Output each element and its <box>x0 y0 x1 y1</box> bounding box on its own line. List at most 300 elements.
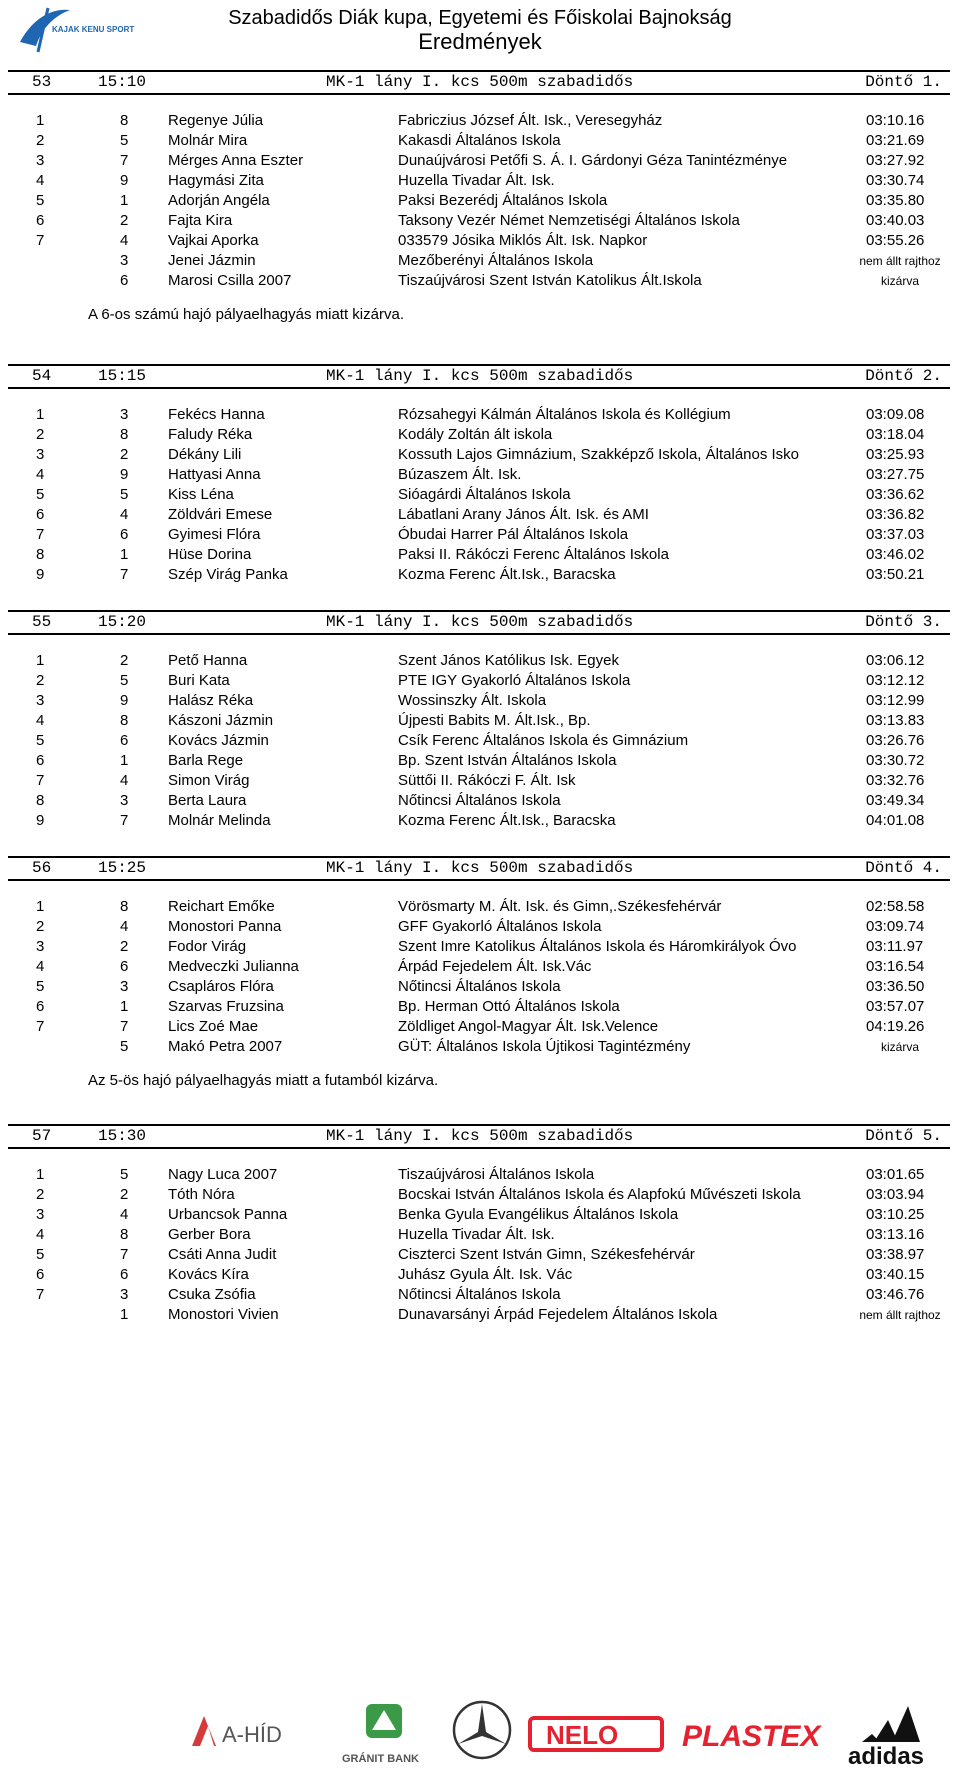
status-row <box>0 1305 960 1325</box>
place-cell: 7 <box>36 1018 45 1035</box>
race-number: 55 <box>32 613 52 631</box>
place-cell: 4 <box>36 712 45 729</box>
athlete-name-cell: Kovács Kíra <box>168 1266 249 1283</box>
club-cell: Bp. Herman Ottó Általános Iskola <box>398 998 620 1015</box>
time-cell: 03:10.25 <box>866 1206 925 1223</box>
club-cell: Kozma Ferenc Ált.Isk., Baracska <box>398 566 616 583</box>
club-cell: Taksony Vezér Német Nemzetiségi Általános Iskola <box>398 212 740 229</box>
athlete-name-cell: Gerber Bora <box>168 1226 251 1243</box>
place-cell: 6 <box>36 506 45 523</box>
lane-cell: 3 <box>120 1286 129 1303</box>
lane-cell: 5 <box>120 672 129 689</box>
time-cell: 03:35.80 <box>866 192 925 209</box>
athlete-name-cell: Csapláros Flóra <box>168 978 274 995</box>
time-cell: 03:12.12 <box>866 672 925 689</box>
lane-cell: 4 <box>120 1206 129 1223</box>
athlete-name-cell: Lics Zoé Mae <box>168 1018 259 1035</box>
status-row <box>0 251 960 271</box>
race-title: MK-1 lány I. kcs 500m szabadidős <box>326 1127 634 1145</box>
athlete-name-cell: Fekécs Hanna <box>168 406 265 423</box>
result-row <box>0 525 960 545</box>
time-cell: 03:10.16 <box>866 112 925 129</box>
club-cell: Nőtincsi Általános Iskola <box>398 792 561 809</box>
plastex-text: PLASTEX <box>682 1720 821 1753</box>
club-cell: Bp. Szent István Általános Iskola <box>398 752 617 769</box>
a-hid-text: A-HÍD <box>222 1722 282 1747</box>
result-row <box>0 671 960 691</box>
club-cell: Búzaszem Ált. Isk. <box>398 466 522 483</box>
athlete-name-cell: Jenei Jázmin <box>168 252 256 269</box>
result-row <box>0 1017 960 1037</box>
race-time: 15:30 <box>98 1127 147 1145</box>
race-section <box>0 856 960 1091</box>
results-table <box>0 111 960 291</box>
club-cell: Dunaújvárosi Petőfi S. Á. I. Gárdonyi Géza Tanintézménye <box>398 152 788 169</box>
result-row <box>0 691 960 711</box>
result-row <box>0 791 960 811</box>
time-cell: 03:57.07 <box>866 998 925 1015</box>
lane-cell: 4 <box>120 232 129 249</box>
race-note: A 6-os számú hajó pályaelhagyás miatt kizárva. <box>88 306 404 323</box>
lane-cell: 4 <box>120 772 129 789</box>
club-cell: Paksi Bezerédj Általános Iskola <box>398 192 608 209</box>
athlete-name-cell: Adorján Angéla <box>168 192 270 209</box>
result-row <box>0 1265 960 1285</box>
place-cell: 6 <box>36 998 45 1015</box>
time-cell: 03:06.12 <box>866 652 925 669</box>
place-cell: 1 <box>36 652 45 669</box>
place-cell: 5 <box>36 978 45 995</box>
time-cell: 03:30.74 <box>866 172 925 189</box>
athlete-name-cell: Kiss Léna <box>168 486 234 503</box>
athlete-name-cell: Hüse Dorina <box>168 546 252 563</box>
result-row <box>0 171 960 191</box>
lane-cell: 7 <box>120 1246 129 1263</box>
club-cell: Rózsahegyi Kálmán Általános Iskola és Kollégium <box>398 406 731 423</box>
lane-cell: 2 <box>120 1186 129 1203</box>
club-cell: Lábatlani Arany János Ált. Isk. és AMI <box>398 506 649 523</box>
time-cell: 03:13.83 <box>866 712 925 729</box>
place-cell: 7 <box>36 526 45 543</box>
athlete-name-cell: Reichart Emőke <box>168 898 275 915</box>
time-cell: 03:21.69 <box>866 132 925 149</box>
athlete-name-cell: Kovács Jázmin <box>168 732 269 749</box>
lane-cell: 5 <box>120 132 129 149</box>
sponsor-logos <box>0 1690 960 1770</box>
lane-cell: 2 <box>120 938 129 955</box>
result-row <box>0 731 960 751</box>
lane-cell: 4 <box>120 506 129 523</box>
athlete-name-cell: Fodor Virág <box>168 938 247 955</box>
race-number: 56 <box>32 859 52 877</box>
time-cell: 03:50.21 <box>866 566 925 583</box>
place-cell: 6 <box>36 1266 45 1283</box>
athlete-name-cell: Nagy Luca 2007 <box>168 1166 278 1183</box>
place-cell: 4 <box>36 172 45 189</box>
athlete-name-cell: Berta Laura <box>168 792 247 809</box>
race-title: MK-1 lány I. kcs 500m szabadidős <box>326 367 634 385</box>
race-stage: Döntő 2. <box>865 367 942 385</box>
lane-cell: 6 <box>120 732 129 749</box>
lane-cell: 7 <box>120 1018 129 1035</box>
lane-cell: 8 <box>120 112 129 129</box>
athlete-name-cell: Mérges Anna Eszter <box>168 152 304 169</box>
lane-cell: 9 <box>120 466 129 483</box>
athlete-name-cell: Szarvas Fruzsina <box>168 998 284 1015</box>
club-cell: Sióagárdi Általános Iskola <box>398 486 571 503</box>
lane-cell: 2 <box>120 212 129 229</box>
result-row <box>0 1185 960 1205</box>
result-row <box>0 771 960 791</box>
result-row <box>0 811 960 831</box>
lane-cell: 1 <box>120 998 129 1015</box>
time-cell: 03:26.76 <box>866 732 925 749</box>
race-section <box>0 610 960 831</box>
place-cell: 3 <box>36 692 45 709</box>
club-cell: Szent János Katólikus Isk. Egyek <box>398 652 619 669</box>
lane-cell: 8 <box>120 1226 129 1243</box>
lane-cell: 8 <box>120 712 129 729</box>
result-row <box>0 977 960 997</box>
result-row <box>0 545 960 565</box>
race-stage: Döntő 4. <box>865 859 942 877</box>
result-row <box>0 211 960 231</box>
time-cell: 03:12.99 <box>866 692 925 709</box>
race-section <box>0 1124 960 1325</box>
athlete-name-cell: Csuka Zsófia <box>168 1286 256 1303</box>
result-row <box>0 151 960 171</box>
result-row <box>0 405 960 425</box>
time-cell: 03:40.03 <box>866 212 925 229</box>
status-cell: kizárva <box>880 274 919 288</box>
time-cell: 03:25.93 <box>866 446 925 463</box>
result-row <box>0 131 960 151</box>
status-cell: nem állt rajthoz <box>859 1308 941 1322</box>
club-cell: Mezőberényi Általános Iskola <box>398 252 594 269</box>
time-cell: 03:18.04 <box>866 426 925 443</box>
place-cell: 2 <box>36 672 45 689</box>
race-header <box>8 610 950 635</box>
race-stage: Döntő 1. <box>865 73 942 91</box>
athlete-name-cell: Medveczki Julianna <box>168 958 299 975</box>
race-stage: Döntő 3. <box>865 613 942 631</box>
club-cell: Nőtincsi Általános Iskola <box>398 978 561 995</box>
place-cell: 6 <box>36 752 45 769</box>
lane-cell: 5 <box>120 1166 129 1183</box>
athlete-name-cell: Zöldvári Emese <box>168 506 273 523</box>
race-title: MK-1 lány I. kcs 500m szabadidős <box>326 73 634 91</box>
lane-cell: 6 <box>120 526 129 543</box>
athlete-name-cell: Kászoni Jázmin <box>168 712 274 729</box>
place-cell: 9 <box>36 812 45 829</box>
status-cell: kizárva <box>880 1040 919 1054</box>
race-title: MK-1 lány I. kcs 500m szabadidős <box>326 613 634 631</box>
result-row <box>0 465 960 485</box>
place-cell: 2 <box>36 132 45 149</box>
adidas-logo <box>848 1706 924 1770</box>
place-cell: 5 <box>36 192 45 209</box>
status-cell: nem állt rajthoz <box>859 254 941 268</box>
time-cell: 03:46.02 <box>866 546 925 563</box>
lane-cell: 5 <box>120 1038 129 1055</box>
adidas-text: adidas <box>848 1743 925 1770</box>
time-cell: 03:09.74 <box>866 918 925 935</box>
time-cell: 03:36.50 <box>866 978 925 995</box>
place-cell: 9 <box>36 566 45 583</box>
lane-cell: 1 <box>120 192 129 209</box>
lane-cell: 1 <box>120 1306 129 1323</box>
mercedes-logo <box>454 1702 510 1758</box>
athlete-name-cell: Pető Hanna <box>168 652 248 669</box>
club-cell: Bocskai István Általános Iskola és Alapfokú Művészeti Iskola <box>398 1186 801 1203</box>
club-cell: GÜT: Általános Iskola Újtikosi Tagintézmény <box>398 1038 691 1055</box>
place-cell: 7 <box>36 232 45 249</box>
club-cell: Nőtincsi Általános Iskola <box>398 1286 561 1303</box>
result-row <box>0 917 960 937</box>
race-title: MK-1 lány I. kcs 500m szabadidős <box>326 859 634 877</box>
time-cell: 04:01.08 <box>866 812 925 829</box>
athlete-name-cell: Faludy Réka <box>168 426 253 443</box>
lane-cell: 3 <box>120 406 129 423</box>
club-cell: Vörösmarty M. Ált. Isk. és Gimn,.Székesfehérvár <box>398 898 722 915</box>
athlete-name-cell: Fajta Kira <box>168 212 233 229</box>
result-row <box>0 505 960 525</box>
place-cell: 7 <box>36 772 45 789</box>
lane-cell: 6 <box>120 958 129 975</box>
result-row <box>0 997 960 1017</box>
time-cell: 03:11.97 <box>866 938 924 955</box>
lane-cell: 8 <box>120 426 129 443</box>
club-cell: Tiszaújvárosi Szent István Katolikus Ált.Iskola <box>398 272 702 289</box>
athlete-name-cell: Molnár Mira <box>168 132 248 149</box>
lane-cell: 2 <box>120 652 129 669</box>
nelo-logo <box>530 1718 662 1750</box>
time-cell: 03:49.34 <box>866 792 925 809</box>
club-cell: Árpád Fejedelem Ált. Isk.Vác <box>398 958 592 975</box>
lane-cell: 3 <box>120 978 129 995</box>
race-header <box>8 70 950 95</box>
document-subtitle: Eredmények <box>418 29 542 54</box>
club-cell: Dunavarsányi Árpád Fejedelem Általános Iskola <box>398 1306 718 1323</box>
place-cell: 3 <box>36 1206 45 1223</box>
race-section <box>0 364 960 585</box>
results-table <box>0 651 960 831</box>
place-cell: 1 <box>36 112 45 129</box>
result-row <box>0 111 960 131</box>
athlete-name-cell: Dékány Lili <box>168 446 242 463</box>
result-row <box>0 751 960 771</box>
result-row <box>0 1225 960 1245</box>
place-cell: 3 <box>36 938 45 955</box>
plastex-logo <box>682 1720 822 1753</box>
athlete-name-cell: Csáti Anna Judit <box>168 1246 277 1263</box>
race-time: 15:10 <box>98 73 147 91</box>
status-row <box>0 271 960 291</box>
place-cell: 5 <box>36 486 45 503</box>
place-cell: 1 <box>36 898 45 915</box>
club-cell: PTE IGY Gyakorló Általános Iskola <box>398 672 631 689</box>
lane-cell: 7 <box>120 566 129 583</box>
club-cell: Óbudai Harrer Pál Általános Iskola <box>398 526 629 543</box>
athlete-name-cell: Vajkai Aporka <box>168 232 259 249</box>
result-row <box>0 565 960 585</box>
athlete-name-cell: Monostori Vivien <box>168 1306 279 1323</box>
lane-cell: 9 <box>120 692 129 709</box>
place-cell: 8 <box>36 792 45 809</box>
lane-cell: 4 <box>120 918 129 935</box>
race-header <box>8 1124 950 1149</box>
athlete-name-cell: Hattyasi Anna <box>168 466 261 483</box>
race-time: 15:20 <box>98 613 147 631</box>
time-cell: 03:38.97 <box>866 1246 925 1263</box>
race-time: 15:15 <box>98 367 147 385</box>
athlete-name-cell: Barla Rege <box>168 752 244 769</box>
club-cell: Huzella Tivadar Ált. Isk. <box>398 172 555 189</box>
athlete-name-cell: Hagymási Zita <box>168 172 264 189</box>
time-cell: 02:58.58 <box>866 898 925 915</box>
athlete-name-cell: Molnár Melinda <box>168 812 271 829</box>
club-cell: Zöldliget Angol-Magyar Ált. Isk.Velence <box>398 1018 659 1035</box>
time-cell: 03:36.62 <box>866 486 925 503</box>
results-table <box>0 897 960 1057</box>
place-cell: 8 <box>36 546 45 563</box>
document-title: Szabadidős Diák kupa, Egyetemi és Főiskolai Bajnokság <box>228 7 732 29</box>
club-cell: 033579 Jósika Miklós Ált. Isk. Napkor <box>398 232 648 249</box>
club-cell: Ciszterci Szent István Gimn, Székesfehérvár <box>398 1246 695 1263</box>
race-header <box>8 364 950 389</box>
nelo-text: NELO <box>546 1720 619 1750</box>
club-cell: Benka Gyula Evangélikus Általános Iskola <box>398 1206 679 1223</box>
result-row <box>0 1205 960 1225</box>
granit-bank-text: GRÁNIT BANK <box>342 1753 419 1765</box>
result-row <box>0 1285 960 1305</box>
time-cell: 03:55.26 <box>866 232 925 249</box>
lane-cell: 9 <box>120 172 129 189</box>
time-cell: 03:40.15 <box>866 1266 925 1283</box>
result-row <box>0 651 960 671</box>
club-cell: Fabriczius József Ált. Isk., Veresegyház <box>398 112 663 129</box>
athlete-name-cell: Gyimesi Flóra <box>168 526 261 543</box>
athlete-name-cell: Monostori Panna <box>168 918 282 935</box>
athlete-name-cell: Simon Virág <box>168 772 250 789</box>
time-cell: 03:27.92 <box>866 152 925 169</box>
race-number: 53 <box>32 73 52 91</box>
status-row <box>0 1037 960 1057</box>
time-cell: 03:13.16 <box>866 1226 925 1243</box>
result-row <box>0 445 960 465</box>
time-cell: 04:19.26 <box>866 1018 925 1035</box>
lane-cell: 6 <box>120 272 129 289</box>
a-hid-logo <box>192 1716 282 1747</box>
athlete-name-cell: Szép Virág Panka <box>168 566 288 583</box>
results-table <box>0 1165 960 1325</box>
lane-cell: 7 <box>120 812 129 829</box>
place-cell: 3 <box>36 152 45 169</box>
club-cell: Wossinszky Ált. Iskola <box>398 692 547 709</box>
result-row <box>0 1165 960 1185</box>
race-stage: Döntő 5. <box>865 1127 942 1145</box>
club-cell: Kodály Zoltán ált iskola <box>398 426 553 443</box>
race-note: Az 5-ös hajó pályaelhagyás miatt a futamból kizárva. <box>88 1072 439 1089</box>
time-cell: 03:16.54 <box>866 958 925 975</box>
result-row <box>0 711 960 731</box>
result-row <box>0 191 960 211</box>
lane-cell: 3 <box>120 792 129 809</box>
place-cell: 4 <box>36 958 45 975</box>
race-number: 54 <box>32 367 52 385</box>
lane-cell: 1 <box>120 752 129 769</box>
place-cell: 4 <box>36 1226 45 1243</box>
place-cell: 2 <box>36 918 45 935</box>
time-cell: 03:03.94 <box>866 1186 925 1203</box>
athlete-name-cell: Marosi Csilla 2007 <box>168 272 292 289</box>
place-cell: 1 <box>36 1166 45 1183</box>
place-cell: 7 <box>36 1286 45 1303</box>
athlete-name-cell: Halász Réka <box>168 692 254 709</box>
place-cell: 5 <box>36 732 45 749</box>
result-row <box>0 1245 960 1265</box>
club-cell: GFF Gyakorló Általános Iskola <box>398 918 602 935</box>
club-cell: Újpesti Babits M. Ált.Isk., Bp. <box>398 712 591 729</box>
place-cell: 5 <box>36 1246 45 1263</box>
club-cell: Kossuth Lajos Gimnázium, Szakképző Iskola, Általános Isko <box>398 446 800 463</box>
club-cell: Juhász Gyula Ált. Isk. Vác <box>398 1266 573 1283</box>
result-row <box>0 485 960 505</box>
result-row <box>0 937 960 957</box>
athlete-name-cell: Tóth Nóra <box>168 1186 235 1203</box>
club-cell: Szent Imre Katolikus Általános Iskola és Háromkirályok Óvo <box>398 938 797 955</box>
lane-cell: 6 <box>120 1266 129 1283</box>
time-cell: 03:46.76 <box>866 1286 925 1303</box>
place-cell: 3 <box>36 446 45 463</box>
club-cell: Huzella Tivadar Ált. Isk. <box>398 1226 555 1243</box>
granit-bank-logo <box>342 1704 419 1765</box>
place-cell: 2 <box>36 426 45 443</box>
place-cell: 2 <box>36 1186 45 1203</box>
lane-cell: 2 <box>120 446 129 463</box>
race-header <box>8 856 950 881</box>
club-cell: Kozma Ferenc Ált.Isk., Baracska <box>398 812 616 829</box>
club-cell: Süttői II. Rákóczi F. Ált. Isk <box>398 772 576 789</box>
athlete-name-cell: Makó Petra 2007 <box>168 1038 283 1055</box>
race-number: 57 <box>32 1127 52 1145</box>
lane-cell: 3 <box>120 252 129 269</box>
athlete-name-cell: Buri Kata <box>168 672 230 689</box>
club-cell: Csík Ferenc Általános Iskola és Gimnázium <box>398 732 689 749</box>
club-cell: Tiszaújvárosi Általános Iskola <box>398 1166 595 1183</box>
lane-cell: 1 <box>120 546 129 563</box>
race-section <box>0 70 960 325</box>
time-cell: 03:27.75 <box>866 466 925 483</box>
place-cell: 6 <box>36 212 45 229</box>
time-cell: 03:01.65 <box>866 1166 925 1183</box>
athlete-name-cell: Regenye Júlia <box>168 112 264 129</box>
result-row <box>0 897 960 917</box>
time-cell: 03:32.76 <box>866 772 925 789</box>
place-cell: 4 <box>36 466 45 483</box>
time-cell: 03:30.72 <box>866 752 925 769</box>
club-cell: Paksi II. Rákóczi Ferenc Általános Iskola <box>398 546 669 563</box>
place-cell: 1 <box>36 406 45 423</box>
results-table <box>0 405 960 585</box>
result-row <box>0 425 960 445</box>
result-row <box>0 231 960 251</box>
time-cell: 03:37.03 <box>866 526 925 543</box>
time-cell: 03:36.82 <box>866 506 925 523</box>
lane-cell: 7 <box>120 152 129 169</box>
club-cell: Kakasdi Általános Iskola <box>398 132 561 149</box>
time-cell: 03:09.08 <box>866 406 925 423</box>
